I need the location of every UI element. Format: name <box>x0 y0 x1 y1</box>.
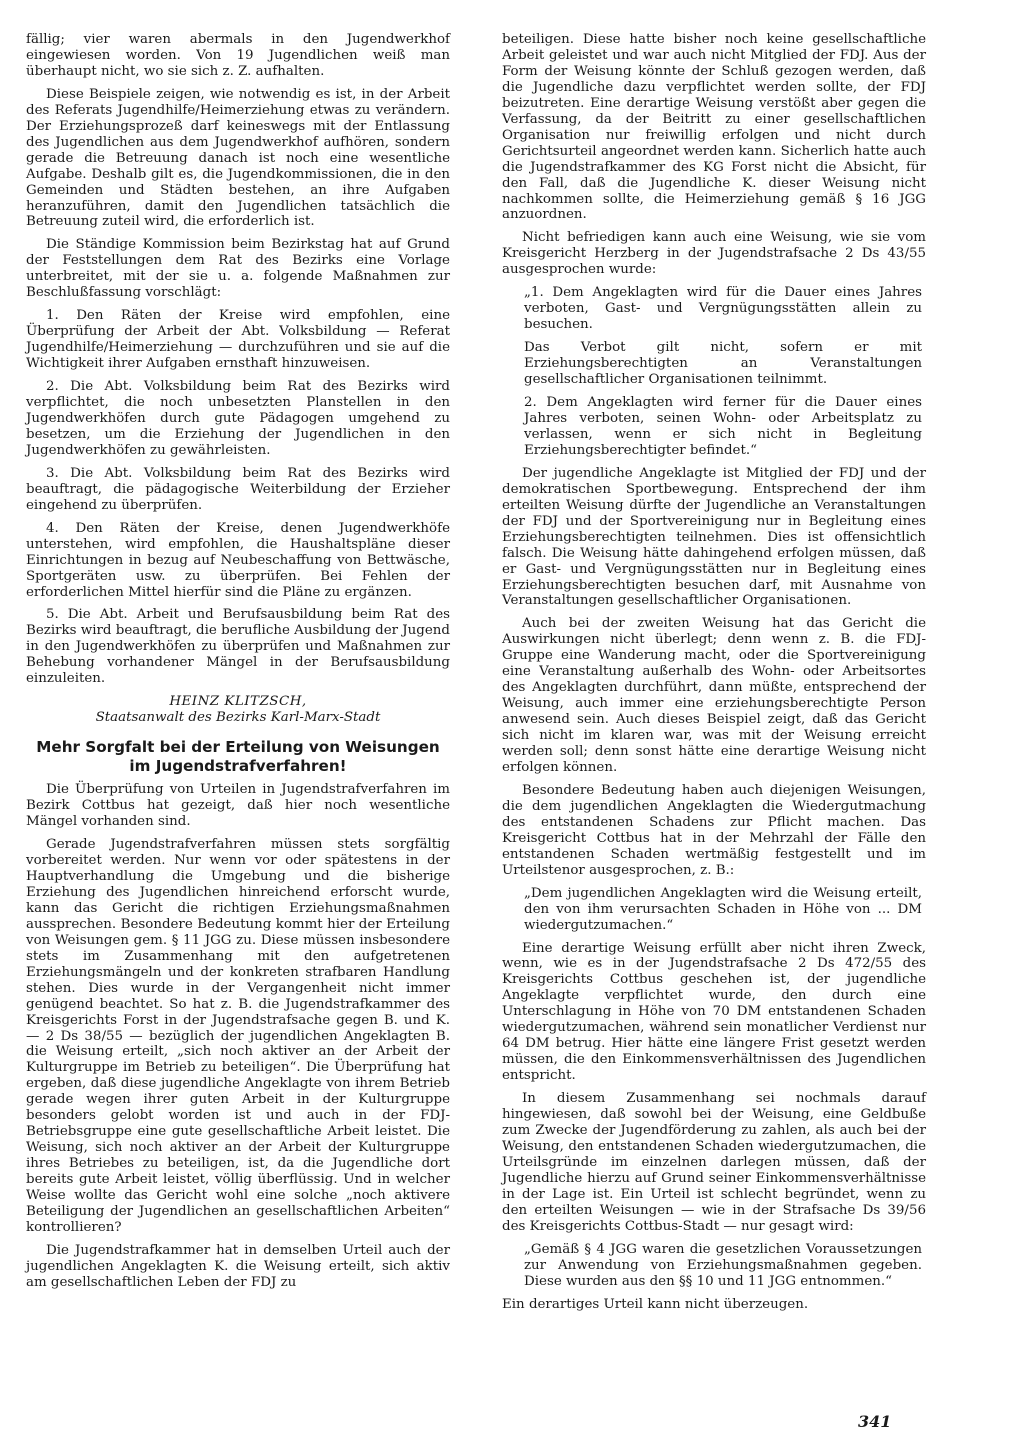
signature-block <box>26 694 450 726</box>
paragraph: Die Überprüfung von Urteilen in Jugendstrafverfahren im Bezirk Cottbus hat gezeigt, daß hier noch wesentliche Mängel vorhanden sind. <box>26 782 450 830</box>
measure-item: 1. Den Räten der Kreise wird empfohlen, eine Überprüfung der Arbeit der Abt. Volksbildung — Referat Jugendhilfe/Heimerziehung — durchzuführen und sie auf die Wichtigkeit ihrer Aufgaben ernsthaft hinzuweisen. <box>26 308 450 372</box>
right-column <box>502 32 926 1319</box>
measure-item: 2. Die Abt. Volksbildung beim Rat des Bezirks wird verpflichtet, die noch unbesetzten Planstellen in den Jugendwerkhöfen durch gute Pädagogen umgehend zu besetzen, um die Erziehung der Jugendlichen in den Jugendwerkhöfen zu gewährleisten. <box>26 379 450 458</box>
measure-item: 5. Die Abt. Arbeit und Berufsausbildung beim Rat des Bezirks wird beauftragt, die berufliche Ausbildung der Jugend in den Jugendwerkhöfen zu überprüfen und Maßnahmen zur Behebung vorhandener Mängel in der Berufsausbildung einzuleiten. <box>26 607 450 687</box>
paragraph: Ein derartiges Urteil kann nicht überzeugen. <box>502 1296 809 1312</box>
quotation: 2. Dem Angeklagten wird ferner für die Dauer eines Jahres verboten, seinen Wohn- oder Arbeitsplatz zu verlassen, wenn er sich nicht in Begleitung Erziehungsberechtigter befindet.“ <box>524 395 922 458</box>
article-heading-line: im Jugendstrafverfahren! <box>129 757 347 776</box>
quotation: „1. Dem Angeklagten wird für die Dauer eines Jahres verboten, Gast- und Vergnügungsstätten allein zu besuchen. <box>524 285 922 333</box>
paragraph: In diesem Zusammenhang sei nochmals darauf hingewiesen, daß sowohl bei der Weisung, eine Geldbuße zum Zwecke der Jugendförderung zu zahlen, als auch bei der Weisung, den entstandenen Schaden wiedergutzumachen, die Urteilsgründe im einzelnen darlegen müssen, daß der Jugendliche hierzu auf Grund seiner Einkommensverhältnisse in der Lage ist. Ein Urteil ist schlecht begründet, wenn zu den erteilten Weisungen — wie in der Strafsache Ds 39/56 des Kreisgerichts Cottbus-Stadt — nur gesagt wird: <box>502 1091 926 1234</box>
paragraph: Gerade Jugendstrafverfahren müssen stets sorgfältig vorbereitet werden. Nur wenn vor oder spätestens in der Hauptverhandlung die Umgebung und die bisherige Erziehung des Jugendlichen hinreichend erforscht wurde, kann das Gericht die richtigen Erziehungsmaßnahmen aussprechen. Besondere Bedeutung kommt hier der Erteilung von Weisungen gem. § 11 JGG zu. Diese müssen insbesondere stets im Zusammenhang mit den aufgetretenen Erziehungsmängeln und der konkreten strafbaren Handlung stehen. Dies wurde in der Vergangenheit nicht immer genügend beachtet. So hat z. B. die Jugendstrafkammer des Kreisgerichts Forst in der Jugendstrafsache gegen B. und K. — 2 Ds 38/55 — bezüglich der jugendlichen Angeklagten B. die Weisung erteilt, „sich noch aktiver an der Arbeit der Kulturgruppe im Betrieb zu beteiligen“. Die Überprüfung hat ergeben, daß diese jugendliche Angeklagte von ihrem Betrieb gerade wegen ihrer guten Arbeit in der Kulturgruppe besonders gelobt worden ist und auch in der FDJ-Betriebsgruppe eine gute gesellschaftliche Arbeit leistet. Die Weisung, sich noch aktiver an der Arbeit der Kulturgruppe ihres Betriebes zu beteiligen, ist, da die Jugendliche dort bereits gute Arbeit leistet, völlig überflüssig. Und in welcher Weise wollte das Gericht wohl eine solche „noch aktivere Beteiligung der Jugendlichen an gesellschaftlichen Arbeiten“ kontrollieren? <box>26 837 450 1235</box>
paragraph: fällig; vier waren abermals in den Jugendwerkhof eingewiesen worden. Von 19 Jugendlichen weiß man überhaupt nicht, wo sie sich z. Z. aufhalten. <box>26 32 450 79</box>
paragraph: Auch bei der zweiten Weisung hat das Gericht die Auswirkungen nicht überlegt; denn wenn z. B. die FDJ-Gruppe eine Wanderung macht, oder die Sportvereinigung eine Veranstaltung außerhalb des Wohn- oder Arbeitsortes des Angeklagten durchführt, dann müßte, entsprechend der Weisung, auch immer eine erziehungsberechtigte Person anwesend sein. Auch dieses Beispiel zeigt, daß das Gericht sich nicht im klaren war, was mit der Weisung erreicht werden soll; denn sonst hätte eine derartige Weisung nicht erfolgen können. <box>502 616 926 775</box>
measure-item: 4. Den Räten der Kreise, denen Jugendwerkhöfe unterstehen, wird empfohlen, die Haushaltspläne dieser Einrichtungen in bezug auf Neubeschaffung von Bettwäsche, Sportgeräten usw. zu überprüfen. Bei Fehlen der erforderlichen Mittel hierfür sind die Pläne zu ergänzen. <box>26 520 450 600</box>
article-heading <box>26 738 450 776</box>
paragraph: Der jugendliche Angeklagte ist Mitglied der FDJ und der demokratischen Sportbewegung. Entsprechend der ihm erteilten Weisung dürfte der Jugendliche an Veranstaltungen der FDJ und der Sportvereinigung nur in Begleitung eines Erziehungsberechtigten teilnehmen. Dies ist offensichtlich falsch. Die Weisung hätte dahingehend erfolgen müssen, daß er Gast- und Vergnügungsstätten nur in Begleitung eines Erziehungsberechtigten besuchen darf, mit Ausnahme von Veranstaltungen gesellschaftlicher Organisationen. <box>502 465 926 609</box>
paragraph: Nicht befriedigen kann auch eine Weisung, wie sie vom Kreisgericht Herzberg in der Jugendstrafsache 2 Ds 43/55 ausgesprochen wurde: <box>502 230 926 278</box>
paragraph: Eine derartige Weisung erfüllt aber nicht ihren Zweck, wenn, wie es in der Jugendstrafsache 2 Ds 472/55 des Kreisgerichts Cottbus geschehen ist, der jugendliche Angeklagte verpflichtet wurde, den durch eine Unterschlagung in Höhe von 70 DM entstandenen Schaden wiedergutzumachen, während sein monatlicher Verdienst nur 64 DM betrug. Hier hätte eine längere Frist gesetzt werden müssen, die den Einkommensverhältnissen des Jugendlichen entspricht. <box>502 940 926 1084</box>
quotation: „Gemäß § 4 JGG waren die gesetzlichen Voraussetzungen zur Anwendung von Erziehungsmaßnahmen gegeben. Diese wurden aus den §§ 10 und 11 JGG entnommen.“ <box>524 1241 922 1289</box>
paragraph: Die Ständige Kommission beim Bezirkstag hat auf Grund der Feststellungen dem Rat des Bezirks eine Vorlage unterbreitet, mit der sie u. a. folgende Maßnahmen zur Beschlußfassung vorschlägt: <box>26 237 450 301</box>
measure-item: 3. Die Abt. Volksbildung beim Rat des Bezirks wird beauftragt, die pädagogische Weiterbildung der Erzieher eingehend zu überprüfen. <box>26 465 450 513</box>
signature-name: HEINZ KLITZSCH, <box>169 694 307 710</box>
quotation: „Dem jugendlichen Angeklagten wird die Weisung erteilt, den von ihm verursachten Schaden in Höhe von ... DM wiedergutzumachen.“ <box>524 885 922 933</box>
signature-title: Staatsanwalt des Bezirks Karl-Marx-Stadt <box>95 710 381 726</box>
left-column <box>26 32 450 1298</box>
paragraph: Besondere Bedeutung haben auch diejenigen Weisungen, die dem jugendlichen Angeklagten die Wiedergutmachung des entstandenen Schadens zur Pflicht machen. Das Kreisgericht Cottbus hat in der Mehrzahl der Fälle den entstandenen Schaden wertmäßig festgestellt und im Urteilstenor ausgesprochen, z. B.: <box>502 782 926 878</box>
paragraph: Die Jugendstrafkammer hat in demselben Urteil auch der jugendlichen Angeklagten K. die Weisung erteilt, sich aktiv am gesellschaftlichen Leben der FDJ zu <box>26 1242 450 1290</box>
article-heading-line: Mehr Sorgfalt bei der Erteilung von Weisungen <box>36 738 440 757</box>
paragraph: Diese Beispiele zeigen, wie notwendig es ist, in der Arbeit des Referats Jugendhilfe/Heimerziehung etwas zu verändern. Der Erziehungsprozeß darf keineswegs mit der Entlassung des Jugendlichen aus dem Jugendwerkhof aufhören, sondern gerade die Betreuung danach ist noch eine wesentliche Aufgabe. Deshalb gilt es, die Jugendkommissionen, die in den Gemeinden und Städten bestehen, an ihre Aufgaben heranzuführen, damit den Jugendlichen tatsächlich die Betreuung zuteil wird, die erforderlich ist. <box>26 86 450 230</box>
page-number: 341 <box>858 1412 892 1431</box>
paragraph: beteiligen. Diese hatte bisher noch keine gesellschaftliche Arbeit geleistet und war auch nicht Mitglied der FDJ. Aus der Form der Weisung könnte der Schluß gezogen werden, daß die Jugendliche dazu verpflichtet werden sollte, der FDJ beizutreten. Eine derartige Weisung verstößt aber gegen die Verfassung, da der Beitritt zu einer gesellschaftlichen Organisation nur freiwillig erfolgen und nicht durch Gerichtsurteil angeordnet werden kann. Sicherlich hatte auch die Jugendstrafkammer des KG Forst nicht die Absicht, für den Fall, daß die Jugendliche K. dieser Weisung nicht nachkommen sollte, die Heimerziehung gemäß § 16 JGG anzuordnen. <box>502 32 926 223</box>
quotation: Das Verbot gilt nicht, sofern er mit Erziehungsberechtigten an Veranstaltungen gesellschaftlicher Organisationen teilnimmt. <box>524 340 922 388</box>
